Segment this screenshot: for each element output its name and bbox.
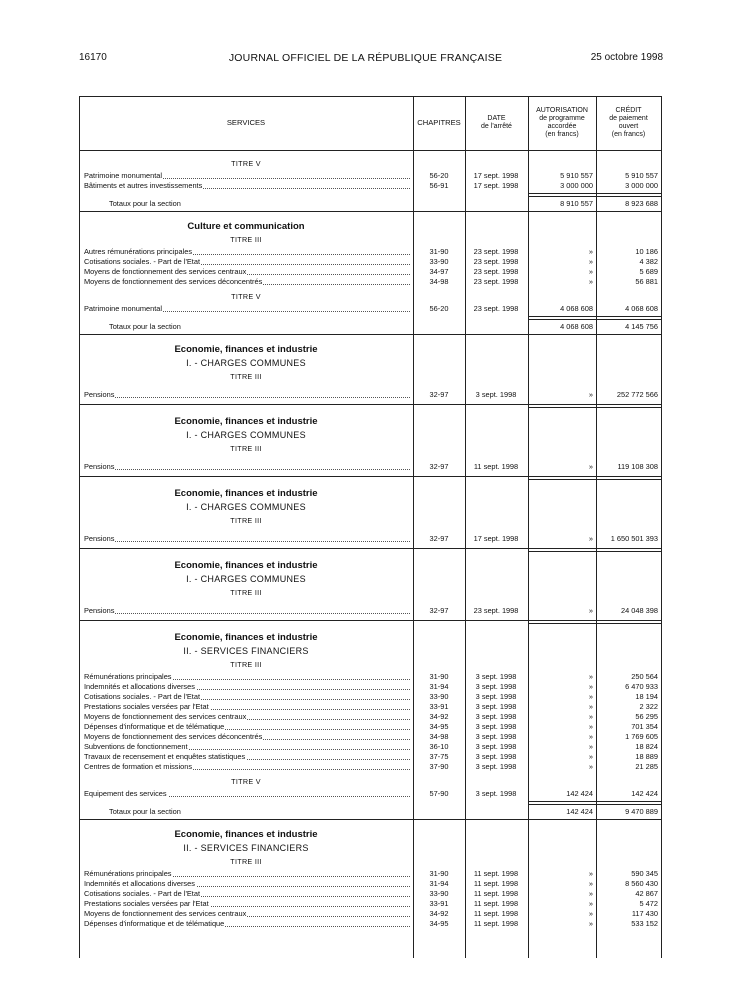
- table-row: [79, 304, 662, 314]
- chapitre-cell: 33-90: [429, 257, 449, 266]
- rule: [79, 334, 413, 335]
- rule: [528, 334, 596, 335]
- autorisation-cell: »: [588, 742, 593, 751]
- date-cell: 11 sept. 1998: [473, 919, 519, 928]
- autorisation-cell: »: [588, 462, 593, 471]
- service-text: Subventions de fonctionnement: [84, 742, 188, 751]
- totals-label: Totaux pour la section: [109, 807, 181, 816]
- table-row: [79, 752, 662, 762]
- credit-cell: 8 560 430: [625, 879, 658, 888]
- autorisation-cell: »: [588, 889, 593, 898]
- service-label: [84, 682, 410, 692]
- table-row: [79, 267, 662, 277]
- totals-credit: 4 145 756: [625, 322, 658, 331]
- autorisation-cell: »: [588, 752, 593, 761]
- service-text: Rémunérations principales: [84, 869, 172, 878]
- table-row: [79, 692, 662, 702]
- section-title: II. - SERVICES FINANCIERS: [183, 646, 309, 656]
- autorisation-cell: »: [588, 267, 593, 276]
- section-title: I. - CHARGES COMMUNES: [186, 430, 306, 440]
- column-header-date: DATE de l'arrêté: [481, 115, 512, 130]
- service-label: [84, 304, 410, 314]
- chapitre-cell: 31-94: [429, 879, 449, 888]
- service-text: Dépenses d'informatique et de télématique: [84, 919, 225, 928]
- rule: [413, 211, 465, 212]
- autorisation-cell: »: [588, 722, 593, 731]
- double-rule: [596, 193, 661, 197]
- service-label: [84, 919, 410, 929]
- date-cell: 11 sept. 1998: [473, 889, 519, 898]
- service-label: [84, 899, 410, 909]
- titre-heading: TITRE III: [230, 660, 262, 669]
- service-label: [84, 789, 410, 799]
- autorisation-cell: »: [588, 682, 593, 691]
- autorisation-cell: 5 910 557: [560, 171, 593, 180]
- autorisation-cell: »: [588, 257, 593, 266]
- credit-cell: 56 881: [635, 277, 658, 286]
- autorisation-cell: »: [588, 702, 593, 711]
- table-row: [79, 899, 662, 909]
- service-text: Cotisations sociales. - Part de l'Etat: [84, 692, 201, 701]
- credit-cell: 18 194: [635, 692, 658, 701]
- service-label: [84, 257, 410, 267]
- service-text: Cotisations sociales. - Part de l'Etat: [84, 889, 201, 898]
- chapitre-cell: 31-94: [429, 682, 449, 691]
- section-title: Economie, finances et industrie: [174, 829, 318, 840]
- service-text: Equipement des services: [84, 789, 167, 798]
- date-cell: 23 sept. 1998: [473, 267, 519, 276]
- service-text: Pensions: [84, 390, 115, 399]
- service-text: Cotisations sociales. - Part de l'Etat: [84, 257, 201, 266]
- table-row: [79, 712, 662, 722]
- service-text: Indemnités et allocations diverses: [84, 682, 195, 691]
- service-text: Autres rémunérations principales: [84, 247, 193, 256]
- credit-cell: 533 152: [631, 919, 658, 928]
- autorisation-cell: »: [588, 762, 593, 771]
- issue-date: 25 octobre 1998: [590, 52, 663, 63]
- credit-cell: 24 048 398: [621, 606, 658, 615]
- autorisation-cell: »: [588, 672, 593, 681]
- double-rule: [528, 620, 596, 624]
- service-label: [84, 712, 410, 722]
- credit-cell: 18 824: [635, 742, 658, 751]
- chapitre-cell: 33-91: [429, 702, 449, 711]
- date-cell: 3 sept. 1998: [475, 702, 517, 711]
- chapitre-cell: 33-91: [429, 899, 449, 908]
- totals-credit: 8 923 688: [625, 199, 658, 208]
- totals-credit: 9 470 889: [625, 807, 658, 816]
- credit-cell: 701 354: [631, 722, 658, 731]
- table-row: [79, 742, 662, 752]
- chapitre-cell: 34-95: [429, 722, 449, 731]
- service-label: [84, 390, 410, 400]
- column-header-services: SERVICES: [226, 118, 266, 127]
- service-text: Moyens de fonctionnement des services centraux: [84, 909, 247, 918]
- column-rule: [413, 96, 414, 958]
- service-label: [84, 672, 410, 682]
- table-row: [79, 762, 662, 772]
- rule: [413, 819, 465, 820]
- date-cell: 23 sept. 1998: [473, 606, 519, 615]
- autorisation-cell: »: [588, 534, 593, 543]
- autorisation-cell: »: [588, 909, 593, 918]
- autorisation-cell: »: [588, 692, 593, 701]
- titre-heading: TITRE III: [230, 588, 262, 597]
- date-cell: 11 sept. 1998: [473, 899, 519, 908]
- date-cell: 17 sept. 1998: [473, 171, 519, 180]
- service-text: Moyens de fonctionnement des services déconcentrés: [84, 732, 263, 741]
- totals-autorisation: 8 910 557: [560, 199, 593, 208]
- rule: [596, 211, 661, 212]
- autorisation-cell: »: [588, 919, 593, 928]
- titre-heading: TITRE V: [231, 777, 261, 786]
- titre-heading: TITRE III: [230, 372, 262, 381]
- double-rule: [528, 801, 596, 805]
- service-label: [84, 171, 410, 181]
- table-row: [79, 247, 662, 257]
- rule: [465, 404, 528, 405]
- autorisation-cell: »: [588, 879, 593, 888]
- rule: [79, 211, 413, 212]
- table-row: [79, 390, 662, 400]
- date-cell: 17 sept. 1998: [473, 181, 519, 190]
- totals-label: Totaux pour la section: [109, 322, 181, 331]
- service-text: Indemnités et allocations diverses: [84, 879, 195, 888]
- service-label: [84, 462, 410, 472]
- service-label: [84, 752, 410, 762]
- section-title: Economie, finances et industrie: [174, 344, 318, 355]
- column-rule: [596, 96, 597, 958]
- date-cell: 3 sept. 1998: [475, 672, 517, 681]
- service-text: Pensions: [84, 534, 115, 543]
- table-row: [79, 869, 662, 879]
- double-rule: [596, 620, 661, 624]
- service-label: [84, 181, 410, 191]
- journal-title: JOURNAL OFFICIEL DE LA RÉPUBLIQUE FRANÇAISE: [228, 52, 503, 64]
- date-cell: 11 sept. 1998: [473, 869, 519, 878]
- service-label: [84, 606, 410, 616]
- credit-cell: 142 424: [631, 789, 658, 798]
- chapitre-cell: 34-98: [429, 277, 449, 286]
- date-cell: 17 sept. 1998: [473, 534, 519, 543]
- service-text: Patrimoine monumental: [84, 304, 163, 313]
- rule: [528, 211, 596, 212]
- autorisation-cell: 142 424: [566, 789, 593, 798]
- chapitre-cell: 32-97: [429, 534, 449, 543]
- double-rule: [596, 316, 661, 320]
- chapitre-cell: 33-90: [429, 889, 449, 898]
- service-label: [84, 692, 410, 702]
- totals-row: [79, 199, 662, 209]
- double-rule: [528, 193, 596, 197]
- service-label: [84, 277, 410, 287]
- rule: [465, 476, 528, 477]
- column-rule: [528, 96, 529, 958]
- service-label: [84, 879, 410, 889]
- service-label: [84, 247, 410, 257]
- chapitre-cell: 34-97: [429, 267, 449, 276]
- chapitre-cell: 36-10: [429, 742, 449, 751]
- service-text: Dépenses d'informatique et de télématique: [84, 722, 225, 731]
- rule: [465, 334, 528, 335]
- column-header-credit: CRÉDIT de paiement ouvert (en francs): [609, 107, 648, 138]
- date-cell: 23 sept. 1998: [473, 257, 519, 266]
- chapitre-cell: 31-90: [429, 672, 449, 681]
- rule: [79, 819, 413, 820]
- credit-cell: 250 564: [631, 672, 658, 681]
- table-row: [79, 909, 662, 919]
- table-row: [79, 257, 662, 267]
- table-row: [79, 181, 662, 191]
- service-text: Travaux de recensement et enquêtes statistiques: [84, 752, 246, 761]
- rule: [465, 211, 528, 212]
- totals-label: Totaux pour la section: [109, 199, 181, 208]
- section-title: I. - CHARGES COMMUNES: [186, 502, 306, 512]
- double-rule: [528, 476, 596, 480]
- credit-cell: 5 910 557: [625, 171, 658, 180]
- titre-heading: TITRE III: [230, 516, 262, 525]
- titre-heading: TITRE III: [230, 444, 262, 453]
- double-rule: [596, 404, 661, 408]
- service-text: Rémunérations principales: [84, 672, 172, 681]
- date-cell: 23 sept. 1998: [473, 277, 519, 286]
- rule: [79, 404, 413, 405]
- rule: [79, 476, 413, 477]
- service-label: [84, 722, 410, 732]
- table-row: [79, 277, 662, 287]
- column-rule: [661, 96, 662, 958]
- rule: [413, 620, 465, 621]
- credit-cell: 117 430: [631, 909, 658, 918]
- date-cell: 3 sept. 1998: [475, 712, 517, 721]
- chapitre-cell: 56-20: [429, 304, 449, 313]
- chapitre-cell: 32-97: [429, 606, 449, 615]
- credit-cell: 5 472: [639, 899, 658, 908]
- double-rule: [528, 316, 596, 320]
- section-title: II. - SERVICES FINANCIERS: [183, 843, 309, 853]
- chapitre-cell: 34-95: [429, 919, 449, 928]
- chapitre-cell: 57-90: [429, 789, 449, 798]
- service-label: [84, 909, 410, 919]
- autorisation-cell: »: [588, 247, 593, 256]
- service-label: [84, 267, 410, 277]
- chapitre-cell: 34-92: [429, 909, 449, 918]
- double-rule: [528, 404, 596, 408]
- autorisation-cell: »: [588, 899, 593, 908]
- service-label: [84, 702, 410, 712]
- service-label: [84, 889, 410, 899]
- credit-cell: 2 322: [639, 702, 658, 711]
- rule: [413, 476, 465, 477]
- section-title: Economie, finances et industrie: [174, 416, 318, 427]
- table-row: [79, 789, 662, 799]
- totals-autorisation: 142 424: [566, 807, 593, 816]
- section-title: Economie, finances et industrie: [174, 488, 318, 499]
- service-text: Prestations sociales versées par l'Etat: [84, 899, 209, 908]
- credit-cell: 4 068 608: [625, 304, 658, 313]
- double-rule: [528, 548, 596, 552]
- service-label: [84, 534, 410, 544]
- chapitre-cell: 56-91: [429, 181, 449, 190]
- table-row: [79, 672, 662, 682]
- date-cell: 11 sept. 1998: [473, 879, 519, 888]
- titre-heading: TITRE V: [231, 292, 261, 301]
- date-cell: 3 sept. 1998: [475, 390, 517, 399]
- autorisation-cell: »: [588, 606, 593, 615]
- service-text: Moyens de fonctionnement des services centraux: [84, 712, 247, 721]
- chapitre-cell: 37-75: [429, 752, 449, 761]
- service-text: Patrimoine monumental: [84, 171, 163, 180]
- service-text: Moyens de fonctionnement des services déconcentrés: [84, 277, 263, 286]
- chapitre-cell: 34-98: [429, 732, 449, 741]
- autorisation-cell: »: [588, 277, 593, 286]
- section-title: Economie, finances et industrie: [174, 632, 318, 643]
- table-row: [79, 682, 662, 692]
- totals-row: [79, 807, 662, 817]
- credit-cell: 6 470 933: [625, 682, 658, 691]
- section-title: I. - CHARGES COMMUNES: [186, 574, 306, 584]
- date-cell: 3 sept. 1998: [475, 789, 517, 798]
- credit-cell: 5 689: [639, 267, 658, 276]
- chapitre-cell: 33-90: [429, 692, 449, 701]
- column-header-chapitres: CHAPITRES: [417, 118, 461, 127]
- autorisation-cell: »: [588, 869, 593, 878]
- credit-cell: 252 772 566: [616, 390, 658, 399]
- date-cell: 3 sept. 1998: [475, 722, 517, 731]
- section-title: Culture et communication: [187, 221, 305, 232]
- section-title: Economie, finances et industrie: [174, 560, 318, 571]
- service-label: [84, 732, 410, 742]
- date-cell: 23 sept. 1998: [473, 304, 519, 313]
- table-row: [79, 534, 662, 544]
- credit-cell: 21 285: [635, 762, 658, 771]
- double-rule: [596, 801, 661, 805]
- rule: [413, 334, 465, 335]
- chapitre-cell: 32-97: [429, 462, 449, 471]
- date-cell: 11 sept. 1998: [473, 462, 519, 471]
- rule: [79, 620, 413, 621]
- rule: [465, 548, 528, 549]
- totals-autorisation: 4 068 608: [560, 322, 593, 331]
- table-row: [79, 732, 662, 742]
- service-label: [84, 762, 410, 772]
- rule: [79, 548, 413, 549]
- titre-heading: TITRE V: [231, 159, 261, 168]
- table-row: [79, 702, 662, 712]
- autorisation-cell: »: [588, 732, 593, 741]
- service-text: Pensions: [84, 606, 115, 615]
- date-cell: 3 sept. 1998: [475, 762, 517, 771]
- double-rule: [596, 548, 661, 552]
- chapitre-cell: 34-92: [429, 712, 449, 721]
- column-rule: [465, 96, 466, 958]
- table-row: [79, 889, 662, 899]
- credit-cell: 4 382: [639, 257, 658, 266]
- rule: [528, 819, 596, 820]
- credit-cell: 1 650 501 393: [610, 534, 658, 543]
- service-label: [84, 869, 410, 879]
- autorisation-cell: »: [588, 390, 593, 399]
- section-title: I. - CHARGES COMMUNES: [186, 358, 306, 368]
- credit-cell: 119 108 308: [617, 462, 658, 471]
- chapitre-cell: 56-20: [429, 171, 449, 180]
- service-text: Bâtiments et autres investissements: [84, 181, 203, 190]
- date-cell: 3 sept. 1998: [475, 682, 517, 691]
- rule: [596, 334, 661, 335]
- table-row: [79, 171, 662, 181]
- rule: [465, 819, 528, 820]
- service-text: Moyens de fonctionnement des services centraux: [84, 267, 247, 276]
- page-number: 16170: [79, 52, 107, 63]
- autorisation-cell: 3 000 000: [560, 181, 593, 190]
- table-row: [79, 722, 662, 732]
- service-text: Centres de formation et missions: [84, 762, 193, 771]
- credit-cell: 1 769 605: [625, 732, 658, 741]
- date-cell: 3 sept. 1998: [475, 742, 517, 751]
- rule: [465, 620, 528, 621]
- rule: [413, 548, 465, 549]
- rule: [413, 404, 465, 405]
- service-text: Pensions: [84, 462, 115, 471]
- credits-table: [79, 96, 662, 958]
- double-rule: [596, 476, 661, 480]
- column-header-autorisation: AUTORISATION de programme accordée (en francs): [536, 107, 588, 138]
- service-label: [84, 742, 410, 752]
- credit-cell: 3 000 000: [625, 181, 658, 190]
- date-cell: 3 sept. 1998: [475, 692, 517, 701]
- credit-cell: 590 345: [631, 869, 658, 878]
- autorisation-cell: »: [588, 712, 593, 721]
- titre-heading: TITRE III: [230, 235, 262, 244]
- autorisation-cell: 4 068 608: [560, 304, 593, 313]
- date-cell: 23 sept. 1998: [473, 247, 519, 256]
- chapitre-cell: 31-90: [429, 247, 449, 256]
- date-cell: 3 sept. 1998: [475, 752, 517, 761]
- table-row: [79, 462, 662, 472]
- date-cell: 3 sept. 1998: [475, 732, 517, 741]
- credit-cell: 10 186: [635, 247, 658, 256]
- credit-cell: 56 295: [635, 712, 658, 721]
- table-row: [79, 879, 662, 889]
- totals-row: [79, 322, 662, 332]
- credit-cell: 42 867: [635, 889, 658, 898]
- chapitre-cell: 31-90: [429, 869, 449, 878]
- service-text: Prestations sociales versées par l'Etat: [84, 702, 209, 711]
- table-row: [79, 606, 662, 616]
- date-cell: 11 sept. 1998: [473, 909, 519, 918]
- credit-cell: 18 889: [635, 752, 658, 761]
- chapitre-cell: 32-97: [429, 390, 449, 399]
- table-row: [79, 919, 662, 929]
- titre-heading: TITRE III: [230, 857, 262, 866]
- table-header-rule: [79, 150, 662, 151]
- chapitre-cell: 37-90: [429, 762, 449, 771]
- rule: [596, 819, 661, 820]
